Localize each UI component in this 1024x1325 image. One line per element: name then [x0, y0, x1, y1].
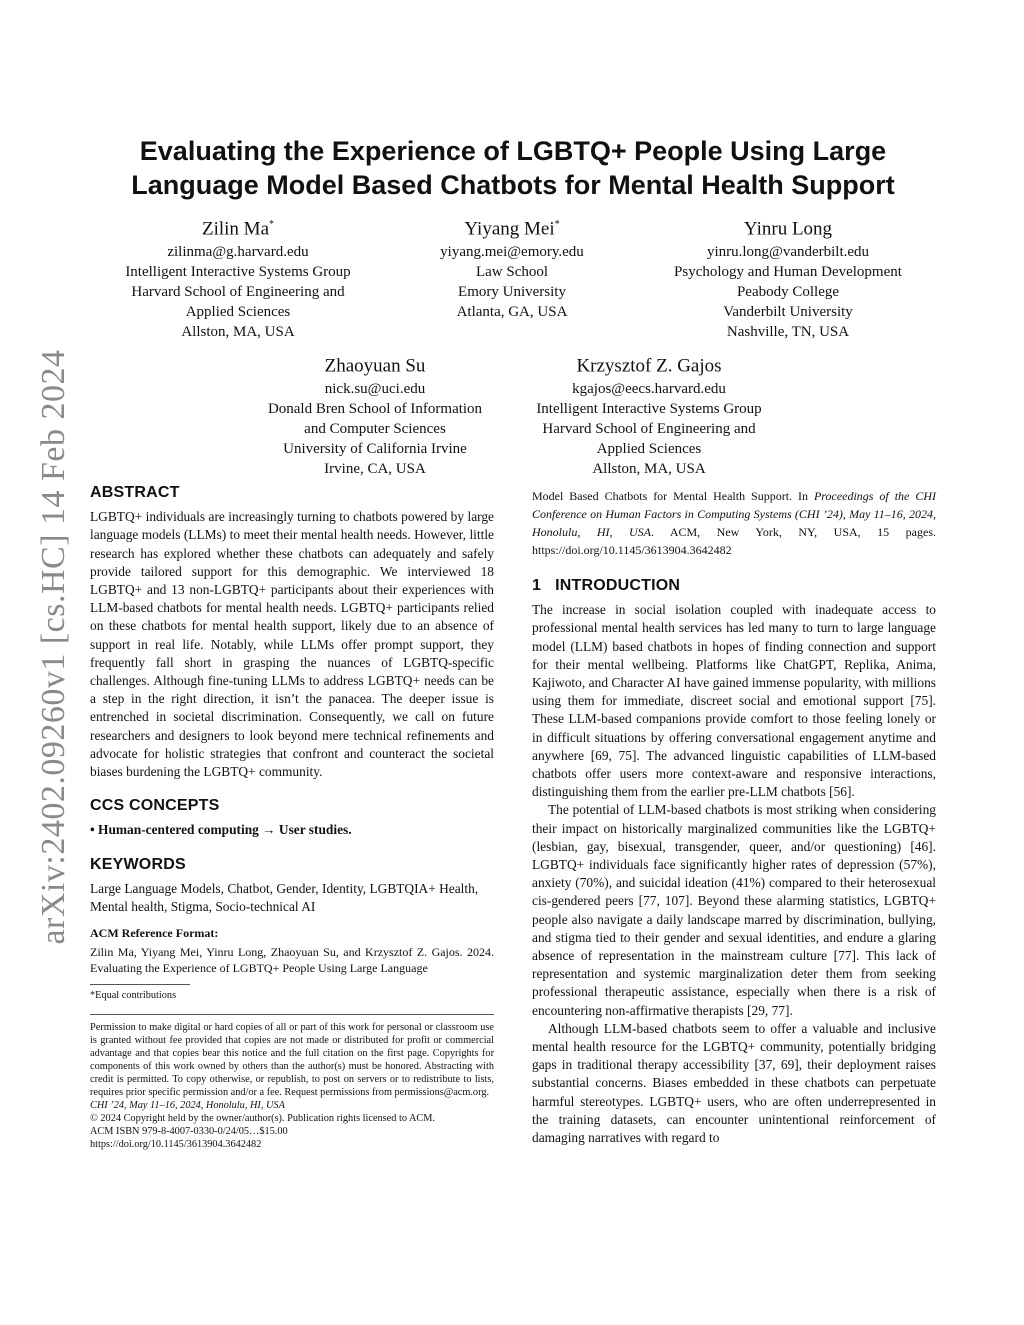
author-email[interactable]: kgajos@eecs.harvard.edu: [572, 381, 726, 398]
copyright-line: © 2024 Copyright held by the owner/author(s). Publication rights licensed to ACM.: [90, 1113, 436, 1125]
author-location: Nashville, TN, USA: [726, 324, 850, 341]
author-affiliation: Harvard School of Engineering and: [542, 421, 756, 438]
author-affiliation: and Computer Sciences: [304, 421, 446, 438]
author-email[interactable]: nick.su@uci.edu: [324, 381, 426, 398]
paper-title: [90, 134, 936, 202]
abstract-text: LGBTQ+ individuals are increasingly turning to chatbots powered by large language models (LLMs) to meet their mental health needs. However, little research has explored whether these chatbots can adequately and safely provide tailored support for this demographic. We interviewed 18 LGBTQ+ and 13 non-LGBTQ+ participants about their experiences with LLM-based chatbots for mental health needs. LGBTQ+ participants relied on these chatbots for mental health support, likely due to an absence of support in real life. Notably, while LLMs offer prompt support, they frequently fall short in grasping the nuances of LGBTQ-specific challenges. Although fine-tuning LLMs to address LGBTQ+ needs can be a step in the right direction, it isn’t the panacea. The deeper issue is entrenched in societal discrimination. Consequently, we call on future researchers and designers to look beyond mere technical refinements and advocate for holistic strategies that confront and counteract the societal biases burdening the LGBTQ+ community.: [90, 509, 494, 780]
left-column: [90, 484, 494, 1151]
footnote-divider: [90, 984, 190, 985]
author-affiliation: Donald Bren School of Information: [267, 401, 483, 418]
introduction-heading: [532, 577, 936, 595]
author-name: Yiyang Mei*: [464, 218, 560, 240]
author-affiliation: Intelligent Interactive Systems Group: [536, 401, 762, 418]
author-location: Allston, MA, USA: [592, 461, 706, 478]
conference-line: CHI ’24, May 11–16, 2024, Honolulu, HI, USA: [90, 1100, 285, 1112]
author-affiliation: Intelligent Interactive Systems Group: [125, 264, 351, 281]
author-affiliation: Peabody College: [736, 284, 840, 301]
author-affiliation: Law School: [475, 264, 549, 281]
author-name: Zilin Ma*: [201, 218, 275, 240]
author-block: [640, 212, 936, 342]
author-location: Irvine, CA, USA: [324, 461, 426, 478]
doi-link[interactable]: https://doi.org/10.1145/3613904.3642482: [90, 1139, 262, 1151]
author-block: [98, 212, 378, 342]
author-block: [382, 212, 642, 322]
section-number: 1: [532, 577, 542, 594]
author-affiliation: University of California Irvine: [283, 441, 467, 458]
keywords-text: Large Language Models, Chatbot, Gender, Identity, LGBTQIA+ Health, Mental health, Stigma, Socio-technical AI: [90, 880, 479, 915]
ccs-heading: CCS CONCEPTS: [90, 797, 220, 815]
author-affiliation: Psychology and Human Development: [674, 264, 902, 281]
intro-paragraph-2: The potential of LLM-based chatbots is most striking when considering their impact on historically marginalized communities like the LGBTQ+ (lesbian, gay, bisexual, transgender, queer, and/or questioning) [46]. LGBTQ+ individuals face significantly higher rates of depression (57%), anxiety (70%), and suicidal ideation (41%) compared to their heterosexual cis-gendered peers [77, 107]. Beyond these alarming statistics, LGBTQ+ people also navigate a daily landscape marred by discrimination, bullying, and stigma tied to their gender and sexual identities, and endure a glaring absence of representation in the mainstream culture [77]. This lack of representation and systemic marginalization deter them from seeking professional therapeutic assistance, especially when there is a risk of encountering non-affirmative therapists [29, 77].: [532, 802, 936, 1018]
author-name: Zhaoyuan Su: [324, 355, 426, 377]
title-line-2: Language Model Based Chatbots for Mental Health Support: [131, 170, 895, 200]
arxiv-stamp: [34, 349, 74, 945]
author-name: Yinru Long: [743, 218, 833, 240]
acm-reference-heading: ACM Reference Format:: [90, 926, 219, 941]
keywords-heading: KEYWORDS: [90, 855, 186, 873]
intro-paragraph-3: Although LLM-based chatbots seem to offer a valuable and inclusive mental health resource for the LGBTQ+ community, potentially bridging gaps in traditional therapy accessibility [37, 69], their deployment raises substantial concerns. Biases embedded in these chatbots can perpetuate harmful stereotypes. LGBTQ+ users, who are often underrepresented in the training datasets, can encounter unintentional reinforcement of damaging narratives with regard to: [532, 1020, 936, 1146]
author-location: Allston, MA, USA: [181, 324, 295, 341]
author-affiliation: Vanderbilt University: [723, 304, 853, 321]
author-block: [244, 349, 506, 479]
author-location: Atlanta, GA, USA: [456, 304, 568, 321]
section-title: INTRODUCTION: [555, 577, 681, 594]
author-affiliation: Emory University: [458, 284, 566, 301]
author-affiliation: Applied Sciences: [596, 441, 702, 458]
author-affiliation: Applied Sciences: [185, 304, 291, 321]
abstract-heading: ABSTRACT: [90, 484, 180, 501]
ccs-item: • Human-centered computing → User studies.: [90, 822, 352, 838]
footnote: *Equal contributions: [90, 990, 177, 1002]
title-line-1: Evaluating the Experience of LGBTQ+ People Using Large: [139, 136, 887, 166]
arxiv-stamp-text: arXiv:2402.09260v1 [cs.HC] 14 Feb 2024: [35, 349, 72, 945]
acm-reference-continued: Model Based Chatbots for Mental Health Support. In Proceedings of the CHI Conference on Human Factors in Computing Systems (CHI ’24), May 11–16, 2024, Honolulu, HI, USA. ACM, New York, NY, USA, 15 pages. https://doi.org/10.1145/3613904.3642482: [532, 489, 936, 557]
author-email[interactable]: yinru.long@vanderbilt.edu: [706, 244, 870, 261]
right-column: [532, 487, 936, 1147]
author-block: [512, 349, 786, 479]
permission-notice: Permission to make digital or hard copies of all or part of this work for personal or classroom use is granted without fee provided that copies are not made or distributed for profit or commercial advantage and that copies bear this notice and the full citation on the first page. Copyrights for components of this work owned by others than the author(s) must be honored. Abstracting with credit is permitted. To copy otherwise, or republish, to post on servers or to redistribute to lists, requires prior specific permission and/or a fee. Request permissions from permissions@acm.org.: [90, 1022, 494, 1099]
isbn-line: ACM ISBN 979-8-4007-0330-0/24/05…$15.00: [90, 1126, 288, 1138]
intro-paragraph-1: The increase in social isolation coupled with inadequate access to professional mental health services has led many to turn to large language model (LLM) based chatbots in hopes of finding connection and support for their mental wellbeing. Platforms like ChatGPT, Replika, Anima, Kajiwoto, and Character AI have gained immense popularity, with millions using them for immediate, discreet social and emotional support [75]. These LLM-based companions provide comfort to those feeling lonely or in difficult situations by offering conversational engagement anytime and anywhere [69, 75]. The advanced linguistic capabilities of LLM-based chatbots offer users more context-aware and responsive interactions, distinguishing them from the earlier pre-LLM chatbots [56].: [532, 602, 936, 800]
author-email[interactable]: yiyang.mei@emory.edu: [440, 244, 584, 261]
acm-reference-text: Zilin Ma, Yiyang Mei, Yinru Long, Zhaoyuan Su, and Krzysztof Z. Gajos. 2024. Evaluating the Experience of LGBTQ+ People Using Large Language: [90, 945, 494, 976]
author-email[interactable]: zilinma@g.harvard.edu: [167, 244, 309, 261]
permission-divider: [90, 1014, 494, 1015]
author-name: Krzysztof Z. Gajos: [576, 355, 722, 377]
author-affiliation: Harvard School of Engineering and: [131, 284, 345, 301]
